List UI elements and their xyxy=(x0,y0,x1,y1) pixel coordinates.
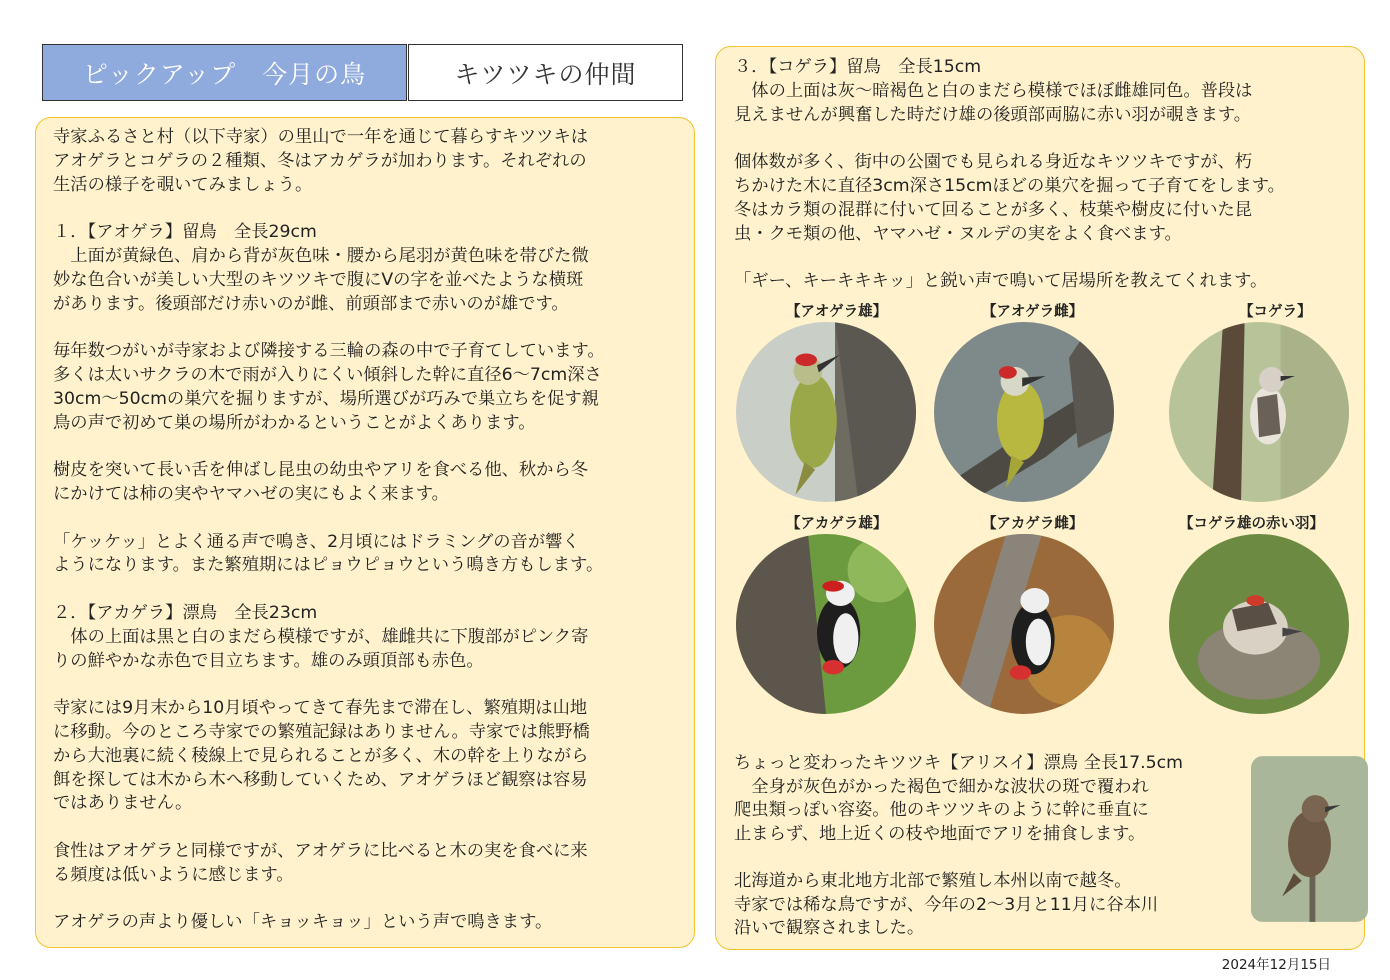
text-line: りの鮮やかな赤色で目立ちます。雄のみ頭頂部も赤色。 xyxy=(53,650,484,671)
text-line: 見えませんが興奮した時だけ雄の後頭部両脇に赤い羽が覗きます。 xyxy=(734,104,1252,125)
pygmy-woodpecker-photo-icon xyxy=(1169,322,1349,502)
aogera-paragraph-2 xyxy=(53,340,686,435)
great-spotted-woodpecker-male-photo-icon xyxy=(736,534,916,714)
section-heading-akagera: ２．【アカゲラ】漂鳥 全長23cm xyxy=(53,602,318,623)
pickup-title: ピックアップ 今月の鳥 xyxy=(42,44,407,101)
text-line: 30cm〜50cmの巣穴を掘りますが、場所選びが巧みで巣立ちを促す親 xyxy=(53,388,599,409)
text-line: から大池裏に続く稜線上で見られることが多く、木の幹を上りながら xyxy=(53,745,589,766)
aogera-paragraph-1 xyxy=(53,245,686,316)
text-line: があります。後頭部だけ赤いのが雌、前頭部まで赤いのが雄です。 xyxy=(53,293,569,314)
text-line: 寺家では稀な鳥ですが、今年の2〜3月と11月に谷本川 xyxy=(734,894,1159,915)
text-line: 毎年数つがいが寺家および隣接する三輪の森の中で子育てしています。 xyxy=(53,341,605,362)
text-line: 北海道から東北地方北部で繁殖し本州以南で越冬。 xyxy=(734,871,1132,892)
pygmy-woodpecker-red-feather-photo-icon xyxy=(1169,534,1349,714)
text-line: 食性はアオゲラと同様ですが、アオゲラに比べると木の実を食べに来 xyxy=(53,840,588,861)
section-heading-arisui: ちょっと変わったキツツキ【アリスイ】漂鳥 全長17.5cm xyxy=(734,752,1183,773)
photo-caption: 【アカゲラ雌】 xyxy=(982,515,1084,532)
kogera-paragraph-3: 「ギー、キーキキキッ」と鋭い声で鳴いて居場所を教えてくれます。 xyxy=(734,271,1268,292)
text-line: る頻度は低いように感じます。 xyxy=(53,864,294,885)
kogera-paragraph-1 xyxy=(734,80,1356,128)
left-article-panel xyxy=(35,117,695,948)
text-line: 寺家ふるさと村（以下寺家）の里山で一年を通じて暮らすキツツキは xyxy=(53,127,589,147)
photo-caption: 【アオゲラ雄】 xyxy=(786,303,888,320)
section-heading-kogera: ３．【コゲラ】留鳥 全長15cm xyxy=(734,57,982,77)
photo-gallery xyxy=(734,300,1356,752)
section-heading-aogera: １．【アオゲラ】留鳥 全長29cm xyxy=(53,222,317,243)
text-line: 止まらず、地上近くの枝や地面でアリを捕食します。 xyxy=(734,823,1146,844)
text-line: 妙な色合いが美しい大型のキツツキで腹にVの字を並べたような横斑 xyxy=(53,269,584,290)
text-line: 虫・クモ類の他、ヤマハゼ・ヌルデの実をよく食べます。 xyxy=(734,223,1182,244)
text-line: 鳥の声で初めて巣の場所がわかるということがよくあります。 xyxy=(53,412,536,433)
photo-caption: 【アオゲラ雌】 xyxy=(982,303,1084,320)
text-line: 全身が灰色がかった褐色で細かな波状の斑で覆われ xyxy=(734,776,1149,797)
green-woodpecker-male-photo-icon xyxy=(736,322,916,502)
text-line: にかけては柿の実やヤマハゼの実にもよく来ます。 xyxy=(53,483,449,504)
text-line: 体の上面は灰〜暗褐色と白のまだら模様でほぼ雌雄同色。普段は xyxy=(734,80,1253,101)
text-line: 生活の様子を覗いてみましょう。 xyxy=(53,174,313,195)
text-line: 上面が黄緑色、肩から背が灰色味・腰から尾羽が黄色味を帯びた微 xyxy=(53,245,589,266)
text-line: に移動。今のところ寺家での繁殖記録はありません。寺家では熊野橋 xyxy=(53,721,590,742)
text-line: 「ケッケッ」とよく通る声で鳴き、2月頃にはドラミングの音が響く xyxy=(53,531,580,552)
text-line: 沿いで観察されました。 xyxy=(734,918,925,939)
intro-paragraph xyxy=(53,126,686,197)
text-line: ちかけた木に直径3cm深さ15cmほどの巣穴を掘って子育てをします。 xyxy=(734,175,1285,196)
kogera-paragraph-2 xyxy=(734,151,1356,246)
akagera-paragraph-4: アオゲラの声より優しい「キョッキョッ」という声で鳴きます。 xyxy=(53,912,553,933)
text-line: 爬虫類っぽい容姿。他のキツツキのように幹に垂直に xyxy=(734,800,1149,821)
aogera-paragraph-3 xyxy=(53,459,686,507)
akagera-paragraph-1 xyxy=(53,626,686,674)
arisui-section xyxy=(734,752,1356,941)
aogera-paragraph-4 xyxy=(53,531,686,579)
text-line: 個体数が多く、街中の公園でも見られる身近なキツツキですが、朽 xyxy=(734,152,1253,173)
text-line: 寺家には9月末から10月頃やってきて春先まで滞在し、繁殖期は山地 xyxy=(53,698,588,719)
text-line: アオゲラとコゲラの２種類、冬はアカゲラが加わります。それぞれの xyxy=(53,150,587,171)
photo-caption: 【コゲラ】 xyxy=(1239,303,1312,320)
text-line: 冬はカラ類の混群に付いて回ることが多く、枝葉や樹皮に付いた昆 xyxy=(734,199,1253,220)
green-woodpecker-female-photo-icon xyxy=(934,322,1114,502)
right-article-panel xyxy=(715,46,1365,950)
issue-date: 2024年12月15日 xyxy=(1221,957,1331,973)
photo-caption: 【アカゲラ雄】 xyxy=(786,515,888,532)
photo-caption: 【コゲラ雄の赤い羽】 xyxy=(1179,515,1324,532)
akagera-paragraph-2 xyxy=(53,697,686,816)
text-line: ようになります。また繁殖期にはピョウピョウという鳴き方もします。 xyxy=(53,555,604,576)
wryneck-photo-icon xyxy=(1251,756,1368,922)
text-line: 餌を探しては木から木へ移動していくため、アオゲラほど観察は容易 xyxy=(53,769,588,790)
text-line: ではありません。 xyxy=(53,793,193,814)
text-line: 多くは太いサクラの木で雨が入りにくい傾斜した幹に直径6〜7cm深さ xyxy=(53,364,602,385)
text-line: 樹皮を突いて長い舌を伸ばし昆虫の幼虫やアリを食べる他、秋から冬 xyxy=(53,460,589,481)
great-spotted-woodpecker-female-photo-icon xyxy=(934,534,1114,714)
akagera-paragraph-3 xyxy=(53,840,686,888)
text-line: 体の上面は黒と白のまだら模様ですが、雄雌共に下腹部がピンク寄 xyxy=(53,626,589,647)
topic-title: キツツキの仲間 xyxy=(408,44,683,101)
